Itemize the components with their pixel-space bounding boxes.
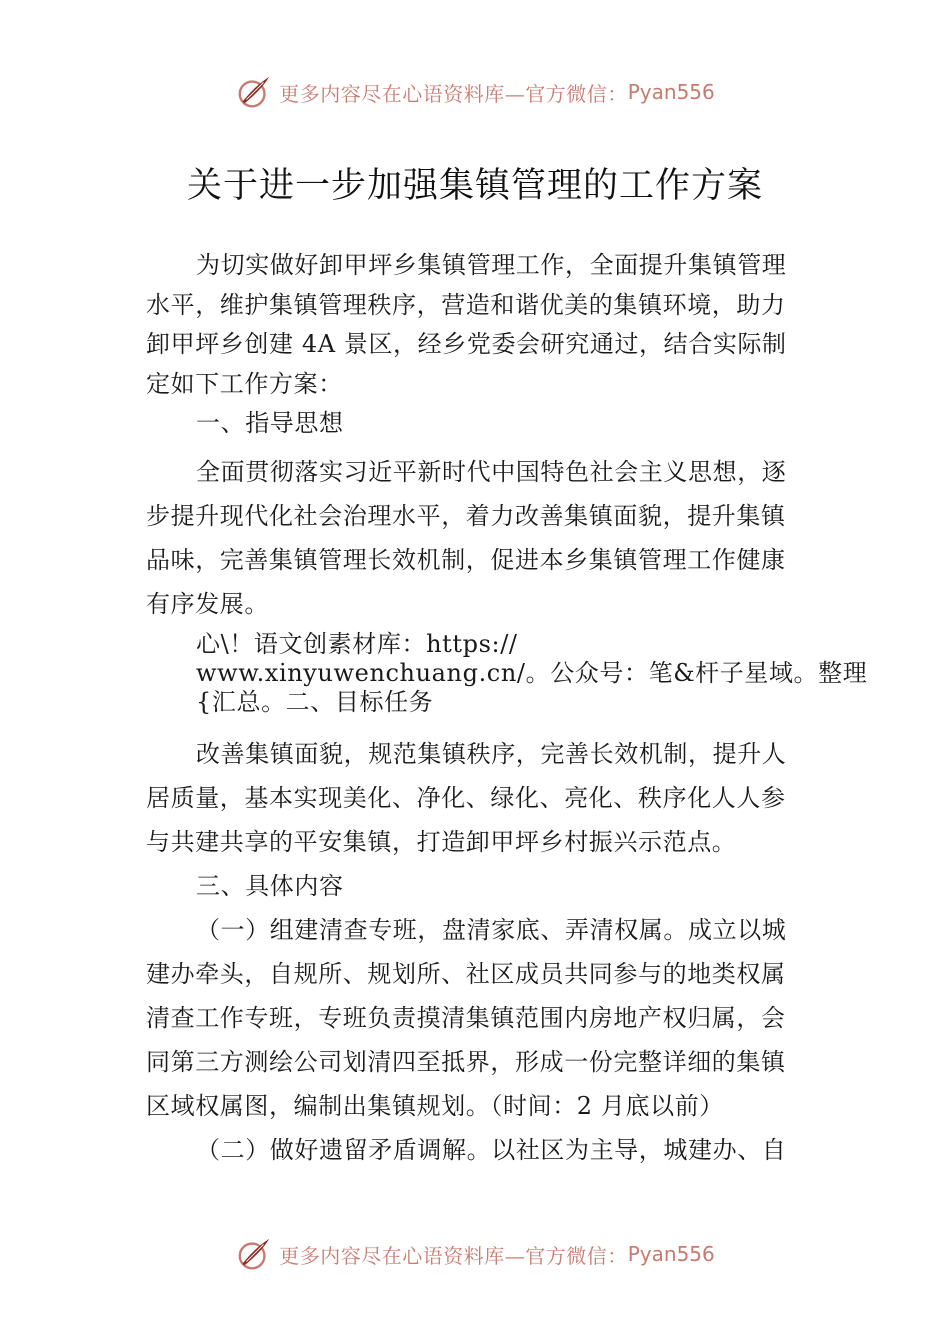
text-line: www.xinyuwenchuang.cn/。公众号：笔&杆子星域。整理 (196, 659, 868, 687)
text-line: 卸甲坪乡创建 4A 景区，经乡党委会研究通过，结合实际制 (146, 330, 787, 358)
section-heading-guiding-ideology (146, 404, 812, 444)
text-line: 清查工作专班，专班负责摸清集镇范围内房地产权归属，会 (146, 1004, 786, 1032)
banner-wechat-id: Pyan556 (627, 1242, 715, 1266)
section-heading-specific-content (146, 866, 812, 906)
text-line: （一）组建清查专班，盘清家底、弄清权属。成立以城 (196, 916, 787, 944)
banner-wechat-id: Pyan556 (627, 80, 715, 104)
text-line: 水平，维护集镇管理秩序，营造和谐优美的集镇环境，助力 (146, 290, 786, 319)
item-two-paragraph (146, 1128, 812, 1172)
text-line: 步提升现代化社会治理水平，着力改善集镇面貌，提升集镇 (146, 502, 786, 530)
text-line: 有序发展。 (146, 590, 269, 618)
quill-logo-icon (235, 73, 273, 111)
footer-watermark-banner (0, 1232, 950, 1276)
text-line: 建办牵头，自规所、规划所、社区成员共同参与的地类权属 (146, 960, 786, 988)
banner-text: 更多内容尽在心语资料库—官方微信： (279, 81, 628, 106)
heading-text: 一、指导思想 (196, 409, 344, 437)
intro-paragraph (146, 246, 812, 404)
text-line: 居质量，基本实现美化、净化、绿化、亮化、秩序化人人参 (146, 784, 786, 812)
banner-text: 更多内容尽在心语资料库—官方微信： (279, 1243, 628, 1268)
text-line: 为切实做好卸甲坪乡集镇管理工作，全面提升集镇管理 (196, 251, 787, 279)
text-line: {汇总。二、目标任务 (196, 688, 434, 716)
text-line: （二）做好遗留矛盾调解。以社区为主导，城建办、自 (196, 1136, 787, 1164)
target-task-paragraph (146, 732, 812, 864)
quill-logo-icon (235, 1235, 273, 1273)
text-line: 改善集镇面貌，规范集镇秩序，完善长效机制，提升人 (196, 740, 787, 768)
item-one-paragraph (146, 908, 812, 1128)
text-line: 与共建共享的平安集镇，打造卸甲坪乡村振兴示范点。 (146, 828, 737, 856)
heading-text: 三、具体内容 (196, 872, 344, 900)
text-line: 定如下工作方案： (146, 369, 343, 398)
text-line: 全面贯彻落实习近平新时代中国特色社会主义思想，逐 (196, 458, 787, 486)
text-line: 同第三方测绘公司划清四至抵界，形成一份完整详细的集镇 (146, 1048, 786, 1076)
source-notice-paragraph (146, 630, 868, 717)
text-line: 品味，完善集镇管理长效机制，促进本乡集镇管理工作健康 (146, 546, 786, 574)
guiding-ideology-paragraph (146, 450, 812, 626)
document-title: 关于进一步加强集镇管理的工作方案 (186, 166, 763, 206)
text-line: 心\！语文创素材库：https:// (196, 630, 518, 658)
header-watermark-banner (0, 70, 950, 114)
text-line: 区域权属图，编制出集镇规划。（时间：2 月底以前） (146, 1092, 724, 1120)
